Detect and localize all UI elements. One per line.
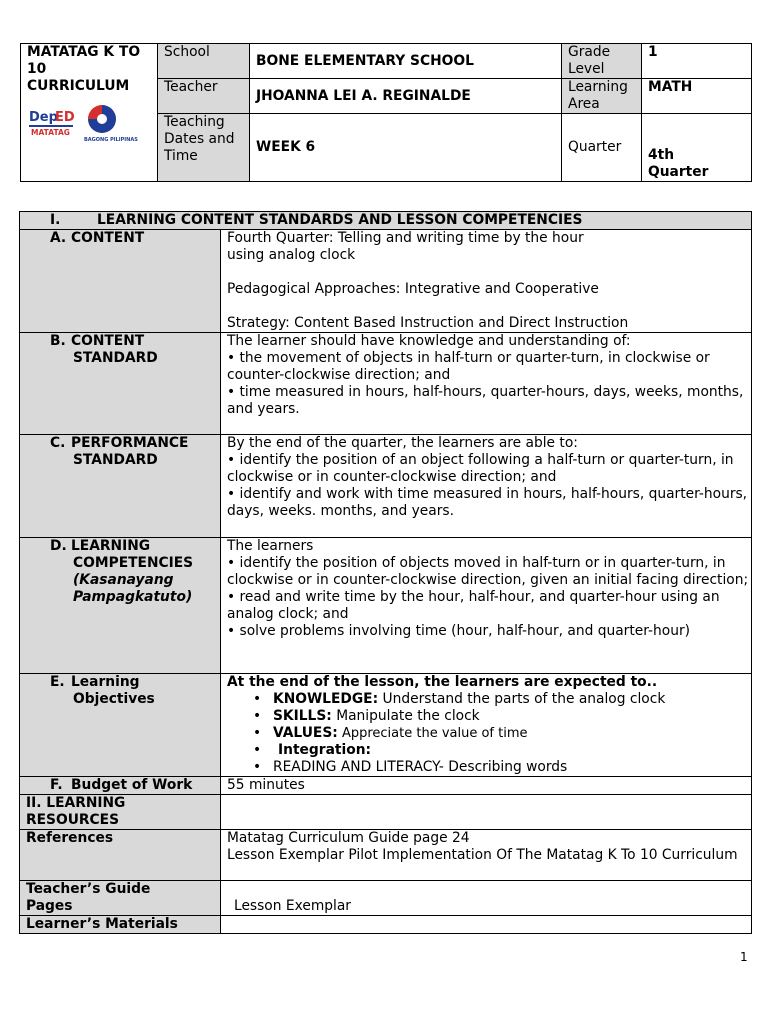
values-text: Appreciate the value of time (337, 726, 528, 741)
resources-value (221, 795, 752, 830)
svg-text:Dep: Dep (29, 110, 58, 125)
svg-text:BAGONG PILIPINAS: BAGONG PILIPINAS (84, 137, 138, 143)
performance-standard-label (20, 435, 221, 538)
content-standard-line3: • time measured in hours, half-hours, quarter-hours, days, weeks, months, and years. (227, 384, 744, 417)
competencies-line2: • identify the position of objects moved in half-turn or in quarter-turn, in clockwise or in counter-clockwise direction, given an initial facing direction; (227, 555, 749, 588)
quarter-label: Quarter (562, 114, 642, 182)
quarter-value-text: 4th Quarter (648, 147, 709, 180)
resources-label1: II. LEARNING (26, 795, 126, 811)
content-label (20, 230, 221, 333)
references-value (221, 830, 752, 881)
objectives-list (227, 691, 751, 776)
header-table (20, 43, 752, 182)
teachers-guide-text: Lesson Exemplar (234, 898, 351, 914)
resources-label2: RESOURCES (26, 812, 120, 828)
content-standard-value (221, 333, 752, 435)
integration-label: Integration: (278, 742, 372, 758)
content-standard-label (20, 333, 221, 435)
content-line4: Strategy: Content Based Instruction and Direct Instruction (227, 315, 629, 331)
content-standard-line2: • the movement of objects in half-turn or quarter-turn, in clockwise or counter-clockwise direction; and (227, 350, 710, 383)
reading-text: READING AND LITERACY- Describing words (273, 759, 568, 775)
competencies-label3: (Kasanayang (73, 572, 174, 588)
objective-knowledge (273, 691, 751, 708)
teachers-guide-label (20, 881, 221, 916)
content-standard-label2: STANDARD (73, 350, 158, 366)
teacher-value: JHOANNA LEI A. REGINALDE (250, 79, 562, 114)
competencies-label2: COMPETENCIES (73, 555, 194, 571)
competencies-letter: D. (50, 538, 67, 554)
objectives-value (221, 674, 752, 777)
competencies-line1: The learners (227, 538, 314, 554)
objectives-intro: At the end of the lesson, the learners are expected to.. (227, 674, 658, 690)
performance-standard-line3: • identify and work with time measured in hours, half-hours, quarter-hours, days, weeks. months, and years. (227, 486, 748, 519)
competencies-label1: LEARNING (71, 538, 151, 554)
performance-standard-letter: C. (50, 435, 66, 451)
competencies-line4: • solve problems involving time (hour, half-hour, and quarter-hour) (227, 623, 691, 639)
teachers-guide-label1: Teacher’s Guide (26, 881, 151, 897)
content-value (221, 230, 752, 333)
competencies-value (221, 538, 752, 674)
school-label: School (158, 44, 250, 79)
svg-text:MATATAG: MATATAG (31, 128, 70, 137)
competencies-label (20, 538, 221, 674)
logos (27, 103, 157, 143)
skills-text: Manipulate the clock (331, 708, 480, 724)
bagong-pilipinas-logo-icon (81, 103, 138, 143)
objectives-label (20, 674, 221, 777)
teachers-guide-label2: Pages (26, 898, 73, 914)
objective-reading (273, 759, 751, 776)
deped-logo-icon (27, 105, 75, 141)
grade-value: 1 (642, 44, 752, 79)
area-label (562, 79, 642, 114)
skills-label: SKILLS: (273, 708, 332, 724)
grade-label: Grade Level (562, 44, 642, 79)
curriculum-cell (21, 44, 158, 182)
content-standard-label1: CONTENT (71, 333, 145, 349)
quarter-value (642, 114, 752, 182)
competencies-line3: • read and write time by the hour, half-hour, and quarter-hour using an analog clock; and (227, 589, 720, 622)
performance-standard-value (221, 435, 752, 538)
knowledge-text: Understand the parts of the analog clock (378, 691, 666, 707)
budget-value: 55 minutes (221, 777, 752, 795)
references-label: References (20, 830, 221, 881)
content-line2: using analog clock (227, 247, 356, 263)
budget-label (20, 777, 221, 795)
knowledge-label: KNOWLEDGE: (273, 691, 379, 707)
area-label-text: Learning Area (568, 79, 628, 112)
content-label-text: CONTENT (71, 230, 145, 246)
objectives-label2: Objectives (73, 691, 155, 707)
section1-header (20, 212, 752, 230)
objective-values (273, 725, 751, 742)
section1-title: LEARNING CONTENT STANDARDS AND LESSON COMPETENCIES (97, 212, 583, 228)
objective-integration (273, 742, 751, 759)
dates-value: WEEK 6 (250, 114, 562, 182)
content-line1: Fourth Quarter: Telling and writing time by the hour (227, 230, 584, 246)
curriculum-title: MATATAG K TO 10 CURRICULUM (27, 44, 141, 94)
dates-label-text: Teaching Dates and Time (164, 114, 235, 164)
school-value: BONE ELEMENTARY SCHOOL (250, 44, 562, 79)
objectives-letter: E. (50, 674, 65, 690)
resources-label (20, 795, 221, 830)
performance-standard-line1: By the end of the quarter, the learners are able to: (227, 435, 578, 451)
objective-skills (273, 708, 751, 725)
learners-materials-label: Learner’s Materials (20, 916, 221, 934)
svg-text:ED: ED (55, 110, 75, 125)
competencies-label4: Pampagkatuto) (73, 589, 193, 605)
budget-label-text: Budget of Work (71, 777, 193, 793)
learners-materials-value (221, 916, 752, 934)
references-line2: Lesson Exemplar Pilot Implementation Of The Matatag K To 10 Curriculum (227, 847, 738, 863)
budget-letter: F. (50, 777, 63, 793)
content-letter: A. (50, 230, 67, 246)
dates-label (158, 114, 250, 182)
main-table (19, 211, 752, 934)
performance-standard-label1: PERFORMANCE (71, 435, 189, 451)
performance-standard-line2: • identify the position of an object following a half-turn or quarter-turn, in clockwise or in counter-clockwise direction; and (227, 452, 734, 485)
content-standard-line1: The learner should have knowledge and understanding of: (227, 333, 631, 349)
page-number: 1 (740, 950, 748, 964)
area-value: MATH (642, 79, 752, 114)
content-line3: Pedagogical Approaches: Integrative and Cooperative (227, 281, 599, 297)
performance-standard-label2: STANDARD (73, 452, 158, 468)
teacher-label: Teacher (158, 79, 250, 114)
values-label: VALUES: (273, 725, 338, 741)
references-line1: Matatag Curriculum Guide page 24 (227, 830, 470, 846)
content-standard-letter: B. (50, 333, 66, 349)
teachers-guide-value (221, 881, 752, 916)
objectives-label1: Learning (71, 674, 140, 690)
section1-num: I. (50, 212, 61, 228)
